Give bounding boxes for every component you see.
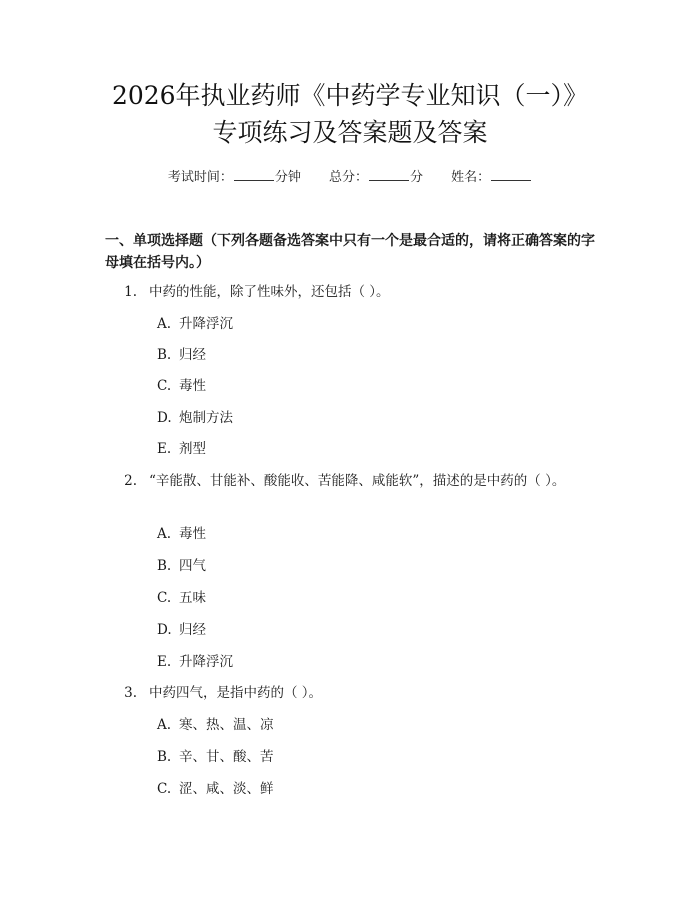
document-title-line-1: 2026年执业药师《中药学专业知识（一）》 xyxy=(111,81,589,110)
exam-time-field xyxy=(168,168,301,187)
question-2-option-c: C. 五味 xyxy=(157,590,206,606)
exam-info-bar xyxy=(0,168,700,187)
question-2-stem xyxy=(105,472,595,491)
question-text: 中药的性能，除了性味外，还包括（ ）。 xyxy=(149,284,390,300)
question-1-option-c: C. 毒性 xyxy=(157,378,206,394)
exam-time-label: 考试时间： xyxy=(167,170,233,185)
question-1-stem xyxy=(105,283,595,302)
question-3-stem xyxy=(105,684,595,703)
question-text: “辛能散、甘能补、酸能收、苦能降、咸能软”，描述的是中药的（ ）。 xyxy=(149,473,566,489)
question-3-option-b: B. 辛、甘、酸、苦 xyxy=(157,749,274,765)
question-number: 2. xyxy=(124,473,137,489)
question-1-option-e: E. 剂型 xyxy=(157,441,206,457)
exam-time-unit: 分钟 xyxy=(274,170,301,185)
question-1-option-b: B. 归经 xyxy=(157,347,206,363)
question-1-option-a: A. 升降浮沉 xyxy=(157,316,233,332)
total-score-blank xyxy=(369,168,409,181)
section-heading: 一、单项选择题（下列各题备选答案中只有一个是最合适的，请将正确答案的字母填在括号内。） xyxy=(105,233,595,271)
total-score-unit: 分 xyxy=(410,170,424,185)
name-label: 姓名： xyxy=(451,170,491,185)
question-text: 中药四气，是指中药的（ ）。 xyxy=(149,685,323,701)
question-1-option-d: D. 炮制方法 xyxy=(157,410,233,426)
total-score-label: 总分： xyxy=(328,170,368,185)
question-2-option-d: D. 归经 xyxy=(157,622,206,638)
exam-time-blank xyxy=(234,168,274,181)
document-title-line-2: 专项练习及答案题及答案 xyxy=(212,118,488,147)
total-score-field xyxy=(329,168,423,187)
question-number: 3. xyxy=(124,685,137,701)
name-field xyxy=(451,168,532,187)
question-2-option-e: E. 升降浮沉 xyxy=(157,654,233,670)
question-3-option-a: A. 寒、热、温、凉 xyxy=(157,717,274,733)
name-blank xyxy=(491,168,531,181)
question-3-option-c: C. 涩、咸、淡、鲜 xyxy=(157,781,274,797)
question-2-option-a: A. 毒性 xyxy=(157,526,206,542)
question-2-option-b: B. 四气 xyxy=(157,558,206,574)
question-number: 1. xyxy=(124,284,137,300)
